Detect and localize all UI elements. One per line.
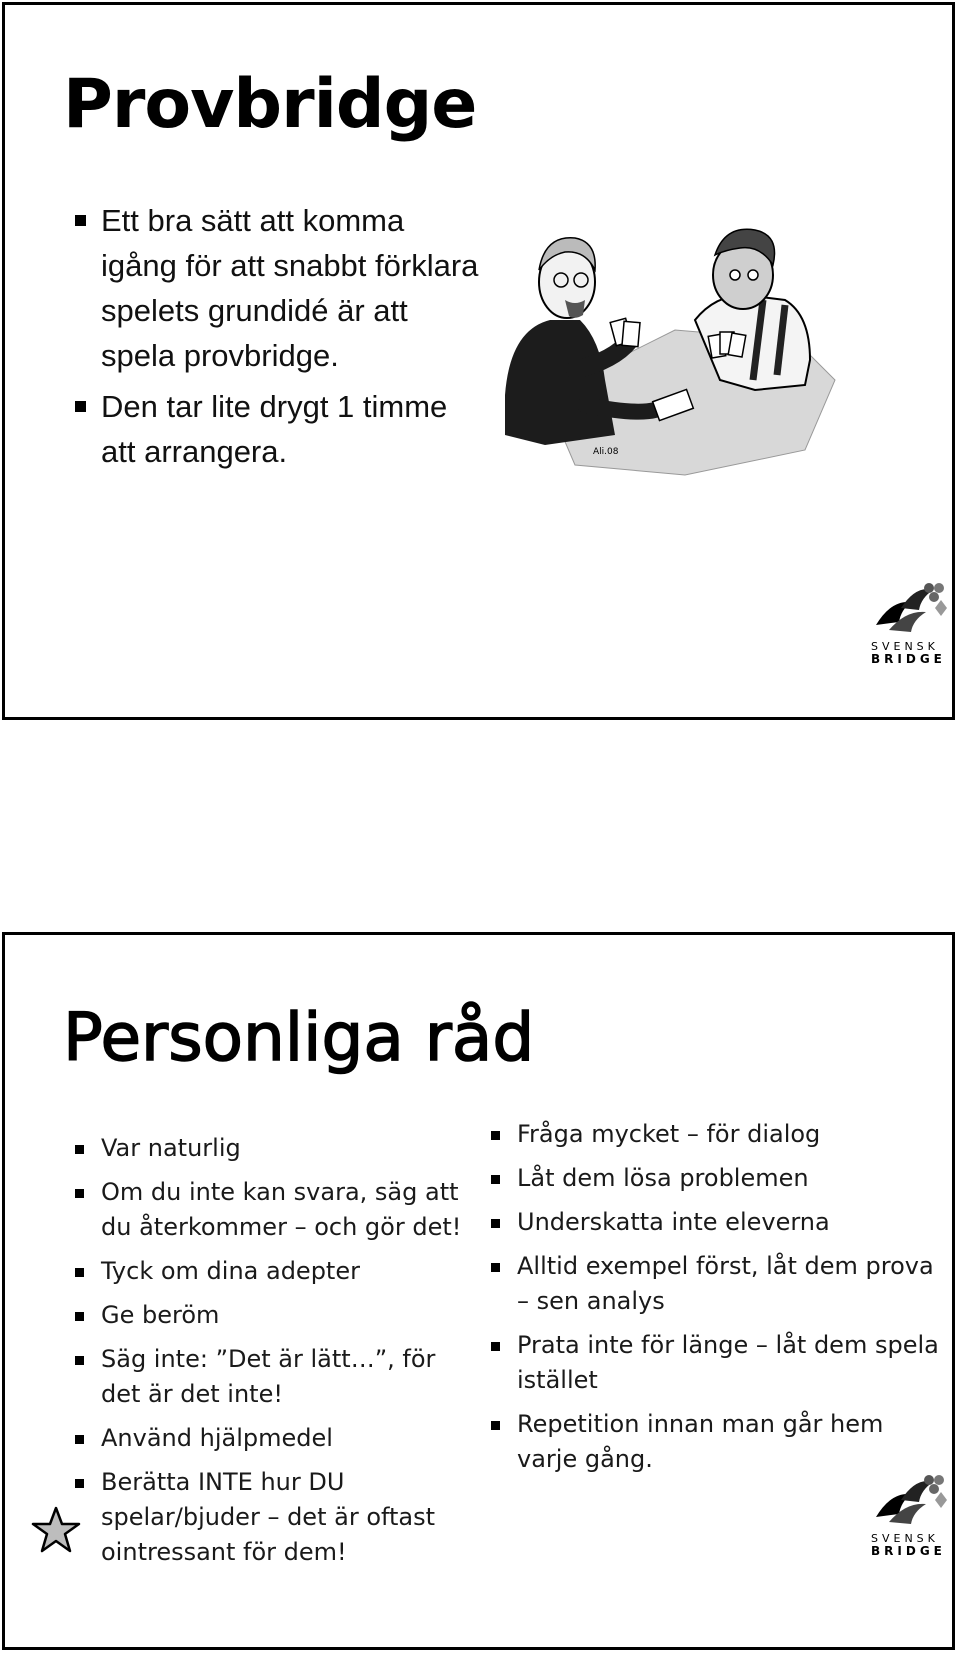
bullet-square-icon <box>491 1342 500 1351</box>
slide-title: Provbridge <box>63 65 477 144</box>
bullet-square-icon <box>75 1268 84 1277</box>
list-item: Tyck om dina adepter <box>67 1254 467 1289</box>
logo-line-bridge: BRIDGE <box>871 652 946 666</box>
bridge-suits-icon <box>871 1472 951 1530</box>
list-item: Prata inte för länge – låt dem spela istället <box>483 1328 943 1398</box>
slide-personliga-rad <box>2 932 955 1650</box>
bullet-square-icon <box>491 1131 500 1140</box>
bullet-list-right <box>483 1117 943 1486</box>
svensk-bridge-logo <box>871 580 951 675</box>
bullet-square-icon <box>491 1263 500 1272</box>
bullet-square-icon <box>75 1312 84 1321</box>
bullet-square-icon <box>491 1175 500 1184</box>
card-players-illustration <box>505 220 850 490</box>
bridge-suits-icon <box>871 580 951 638</box>
list-item: Alltid exempel först, låt dem prova – sen analys <box>483 1249 943 1319</box>
bullet-square-icon <box>75 1435 84 1444</box>
bullet-square-icon <box>491 1219 500 1228</box>
list-item: Fråga mycket – för dialog <box>483 1117 943 1152</box>
logo-line-svensk: SVENSK <box>871 640 939 653</box>
logo-line-bridge: BRIDGE <box>871 1544 946 1558</box>
bullet-square-icon <box>75 1479 84 1488</box>
star-icon <box>31 1505 81 1555</box>
list-item: Ett bra sätt att komma igång för att snabbt förklara spelets grundidé är att spela provbridge. <box>67 198 487 378</box>
bullet-list <box>67 198 487 480</box>
bullet-square-icon <box>491 1421 500 1430</box>
bullet-square-icon <box>75 1189 84 1198</box>
svensk-bridge-logo <box>871 1472 951 1567</box>
illustration-signature: Ali.08 <box>593 447 619 457</box>
list-item: Var naturlig <box>67 1131 467 1166</box>
bullet-square-icon <box>75 1356 84 1365</box>
bullet-square-icon <box>75 215 86 226</box>
list-item: Den tar lite drygt 1 timme att arrangera. <box>67 384 487 474</box>
list-item: Underskatta inte eleverna <box>483 1205 943 1240</box>
bullet-square-icon <box>75 401 86 412</box>
slide-provbridge <box>2 2 955 720</box>
list-item: Om du inte kan svara, säg att du återkommer – och gör det! <box>67 1175 467 1245</box>
logo-line-svensk: SVENSK <box>871 1532 939 1545</box>
list-item: Ge beröm <box>67 1298 467 1333</box>
list-item: Repetition innan man går hem varje gång. <box>483 1407 943 1477</box>
list-item: Säg inte: ”Det är lätt…”, för det är det inte! <box>67 1342 467 1412</box>
list-item: Låt dem lösa problemen <box>483 1161 943 1196</box>
bullet-list-left <box>67 1131 467 1579</box>
list-item: Använd hjälpmedel <box>67 1421 467 1456</box>
bullet-square-icon <box>75 1145 84 1154</box>
list-item: Berätta INTE hur DU spelar/bjuder – det är oftast ointressant för dem! <box>67 1465 467 1570</box>
slide-title: Personliga råd <box>63 999 535 1076</box>
